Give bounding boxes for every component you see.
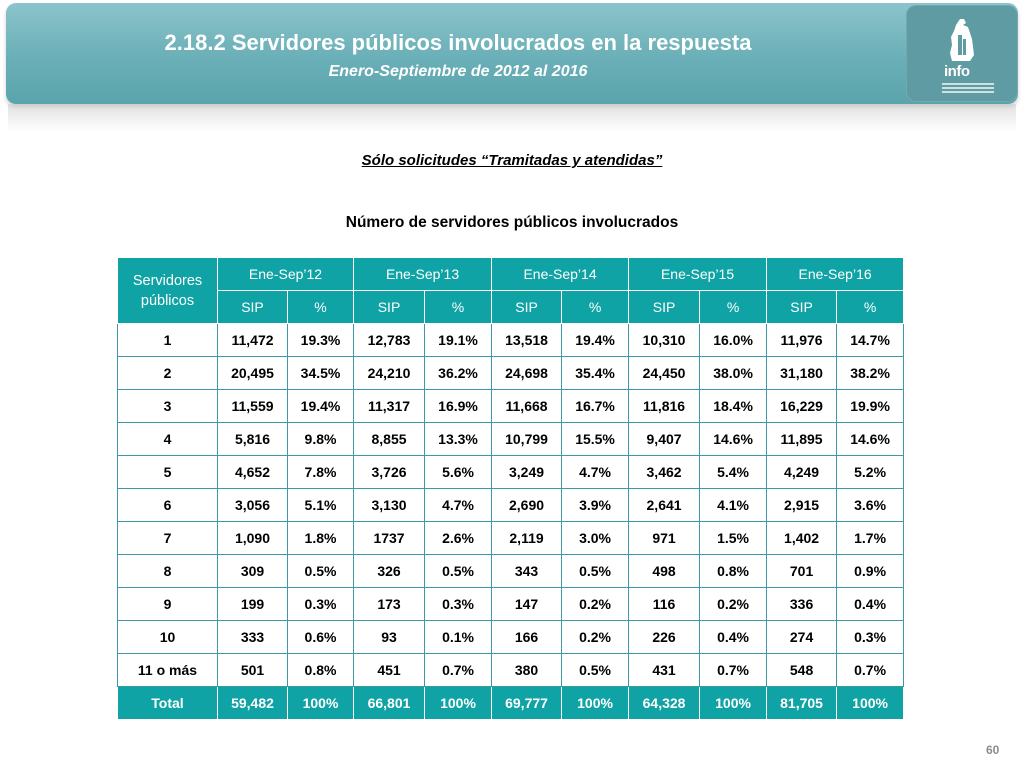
sip-cell: 116 — [629, 588, 700, 621]
sip-cell: 24,210 — [354, 357, 425, 390]
percent-cell: 35.4% — [562, 357, 629, 390]
sip-cell: 24,698 — [492, 357, 562, 390]
sip-cell: 11,472 — [218, 324, 288, 357]
table-row — [118, 324, 904, 357]
sip-subheader: SIP — [492, 291, 562, 324]
percent-cell: 0.2% — [562, 621, 629, 654]
percent-cell: 14.6% — [700, 423, 767, 456]
sip-cell: 31,180 — [767, 357, 837, 390]
period-header: Ene-Sep’14 — [492, 258, 629, 291]
sip-subheader: SIP — [767, 291, 837, 324]
percent-cell: 3.9% — [562, 489, 629, 522]
page-subtitle: Enero-Septiembre de 2012 al 2016 — [328, 63, 588, 80]
percent-cell: 19.4% — [288, 390, 354, 423]
percent-cell: 0.2% — [700, 588, 767, 621]
percent-cell: 0.7% — [837, 654, 904, 687]
percent-cell: 4.7% — [562, 456, 629, 489]
total-percent-cell: 100% — [837, 687, 904, 720]
sip-cell: 226 — [629, 621, 700, 654]
percent-cell: 0.5% — [562, 555, 629, 588]
sip-cell: 548 — [767, 654, 837, 687]
table-row — [118, 423, 904, 456]
total-sip-cell: 66,801 — [354, 687, 425, 720]
percent-cell: 16.9% — [425, 390, 492, 423]
infodf-logo-icon — [906, 5, 1018, 102]
percent-cell: 3.6% — [837, 489, 904, 522]
row-label-cell: 4 — [118, 423, 218, 456]
sip-cell: 1737 — [354, 522, 425, 555]
total-sip-cell: 69,777 — [492, 687, 562, 720]
sip-cell: 343 — [492, 555, 562, 588]
sip-cell: 3,462 — [629, 456, 700, 489]
table-row — [118, 588, 904, 621]
percent-cell: 18.4% — [700, 390, 767, 423]
sip-cell: 3,130 — [354, 489, 425, 522]
percent-cell: 7.8% — [288, 456, 354, 489]
table-title: Número de servidores públicos involucrados — [345, 214, 679, 231]
percent-cell: 2.6% — [425, 522, 492, 555]
percent-cell: 36.2% — [425, 357, 492, 390]
logo-emblem-icon — [946, 17, 978, 63]
sip-cell: 274 — [767, 621, 837, 654]
sip-cell: 11,895 — [767, 423, 837, 456]
percent-cell: 1.7% — [837, 522, 904, 555]
percent-cell: 13.3% — [425, 423, 492, 456]
sip-cell: 173 — [354, 588, 425, 621]
sip-cell: 11,816 — [629, 390, 700, 423]
row-label-cell: 10 — [118, 621, 218, 654]
percent-cell: 0.5% — [288, 555, 354, 588]
sip-cell: 336 — [767, 588, 837, 621]
row-header: Servidores públicos — [118, 258, 218, 324]
percent-cell: 19.4% — [562, 324, 629, 357]
table-body — [118, 324, 904, 687]
row-label-cell: 11 o más — [118, 654, 218, 687]
sip-subheader: SIP — [218, 291, 288, 324]
sip-cell: 2,690 — [492, 489, 562, 522]
percent-cell: 38.2% — [837, 357, 904, 390]
sip-cell: 333 — [218, 621, 288, 654]
sip-cell: 3,249 — [492, 456, 562, 489]
sip-cell: 3,726 — [354, 456, 425, 489]
percent-cell: 0.3% — [288, 588, 354, 621]
table-row — [118, 357, 904, 390]
percent-cell: 0.5% — [562, 654, 629, 687]
sip-subheader: SIP — [354, 291, 425, 324]
sip-cell: 24,450 — [629, 357, 700, 390]
percent-cell: 15.5% — [562, 423, 629, 456]
percent-subheader: % — [837, 291, 904, 324]
sip-cell: 2,641 — [629, 489, 700, 522]
percent-cell: 0.6% — [288, 621, 354, 654]
percent-cell: 1.5% — [700, 522, 767, 555]
sip-cell: 11,668 — [492, 390, 562, 423]
sip-cell: 166 — [492, 621, 562, 654]
sip-cell: 2,119 — [492, 522, 562, 555]
sip-cell: 13,518 — [492, 324, 562, 357]
percent-cell: 0.9% — [837, 555, 904, 588]
total-sip-cell: 59,482 — [218, 687, 288, 720]
percent-cell: 19.9% — [837, 390, 904, 423]
sip-cell: 11,976 — [767, 324, 837, 357]
total-percent-cell: 100% — [288, 687, 354, 720]
sip-cell: 3,056 — [218, 489, 288, 522]
period-header: Ene-Sep’12 — [218, 258, 354, 291]
percent-cell: 0.4% — [837, 588, 904, 621]
table-row — [118, 654, 904, 687]
sip-cell: 11,559 — [218, 390, 288, 423]
sip-cell: 10,799 — [492, 423, 562, 456]
percent-cell: 5.6% — [425, 456, 492, 489]
sip-cell: 5,816 — [218, 423, 288, 456]
banner-shadow — [8, 104, 1016, 132]
logo-small-text — [942, 83, 994, 95]
percent-subheader: % — [562, 291, 629, 324]
total-label-cell: Total — [118, 687, 218, 720]
row-label-cell: 5 — [118, 456, 218, 489]
percent-cell: 4.1% — [700, 489, 767, 522]
percent-cell: 14.7% — [837, 324, 904, 357]
period-header: Ene-Sep’13 — [354, 258, 492, 291]
total-percent-cell: 100% — [425, 687, 492, 720]
total-percent-cell: 100% — [562, 687, 629, 720]
percent-cell: 19.3% — [288, 324, 354, 357]
sip-cell: 147 — [492, 588, 562, 621]
sip-subheader: SIP — [629, 291, 700, 324]
row-label-cell: 9 — [118, 588, 218, 621]
percent-cell: 34.5% — [288, 357, 354, 390]
row-label-cell: 7 — [118, 522, 218, 555]
total-percent-cell: 100% — [700, 687, 767, 720]
percent-cell: 14.6% — [837, 423, 904, 456]
total-row — [118, 687, 904, 720]
row-label-cell: 3 — [118, 390, 218, 423]
sip-cell: 326 — [354, 555, 425, 588]
page-title: 2.18.2 Servidores públicos involucrados en la respuesta — [164, 30, 752, 55]
data-table — [117, 257, 904, 720]
row-label-cell: 2 — [118, 357, 218, 390]
sip-cell: 498 — [629, 555, 700, 588]
sip-cell: 380 — [492, 654, 562, 687]
sip-cell: 451 — [354, 654, 425, 687]
table-row — [118, 390, 904, 423]
percent-cell: 0.3% — [425, 588, 492, 621]
percent-subheader: % — [425, 291, 492, 324]
sip-cell: 10,310 — [629, 324, 700, 357]
sip-cell: 8,855 — [354, 423, 425, 456]
percent-subheader: % — [288, 291, 354, 324]
sip-cell: 11,317 — [354, 390, 425, 423]
sip-cell: 12,783 — [354, 324, 425, 357]
table-row — [118, 555, 904, 588]
percent-cell: 0.8% — [288, 654, 354, 687]
percent-cell: 0.5% — [425, 555, 492, 588]
sip-cell: 93 — [354, 621, 425, 654]
percent-cell: 0.4% — [700, 621, 767, 654]
percent-cell: 4.7% — [425, 489, 492, 522]
sip-cell: 501 — [218, 654, 288, 687]
sip-cell: 701 — [767, 555, 837, 588]
table-row — [118, 621, 904, 654]
sip-cell: 1,402 — [767, 522, 837, 555]
sip-cell: 971 — [629, 522, 700, 555]
period-header: Ene-Sep’15 — [629, 258, 767, 291]
percent-cell: 5.1% — [288, 489, 354, 522]
logo-text: info — [944, 63, 970, 80]
percent-cell: 0.3% — [837, 621, 904, 654]
total-sip-cell: 64,328 — [629, 687, 700, 720]
percent-cell: 16.7% — [562, 390, 629, 423]
sip-cell: 309 — [218, 555, 288, 588]
percent-subheader: % — [700, 291, 767, 324]
percent-cell: 0.2% — [562, 588, 629, 621]
sip-cell: 199 — [218, 588, 288, 621]
table-row — [118, 489, 904, 522]
period-header: Ene-Sep’16 — [767, 258, 904, 291]
percent-cell: 0.7% — [425, 654, 492, 687]
percent-cell: 0.1% — [425, 621, 492, 654]
sip-cell: 431 — [629, 654, 700, 687]
percent-cell: 19.1% — [425, 324, 492, 357]
sip-cell: 4,249 — [767, 456, 837, 489]
table-row — [118, 522, 904, 555]
filter-note: Sólo solicitudes “Tramitadas y atendidas” — [361, 152, 663, 169]
sip-cell: 20,495 — [218, 357, 288, 390]
page-number: 60 — [986, 743, 1000, 757]
percent-cell: 1.8% — [288, 522, 354, 555]
row-label-cell: 1 — [118, 324, 218, 357]
percent-cell: 3.0% — [562, 522, 629, 555]
sip-cell: 9,407 — [629, 423, 700, 456]
row-label-cell: 6 — [118, 489, 218, 522]
percent-cell: 16.0% — [700, 324, 767, 357]
percent-cell: 5.2% — [837, 456, 904, 489]
percent-cell: 9.8% — [288, 423, 354, 456]
percent-cell: 5.4% — [700, 456, 767, 489]
percent-cell: 38.0% — [700, 357, 767, 390]
percent-cell: 0.7% — [700, 654, 767, 687]
sip-cell: 1,090 — [218, 522, 288, 555]
table-row — [118, 456, 904, 489]
row-label-cell: 8 — [118, 555, 218, 588]
percent-cell: 0.8% — [700, 555, 767, 588]
sip-cell: 2,915 — [767, 489, 837, 522]
sip-cell: 16,229 — [767, 390, 837, 423]
total-sip-cell: 81,705 — [767, 687, 837, 720]
sip-cell: 4,652 — [218, 456, 288, 489]
